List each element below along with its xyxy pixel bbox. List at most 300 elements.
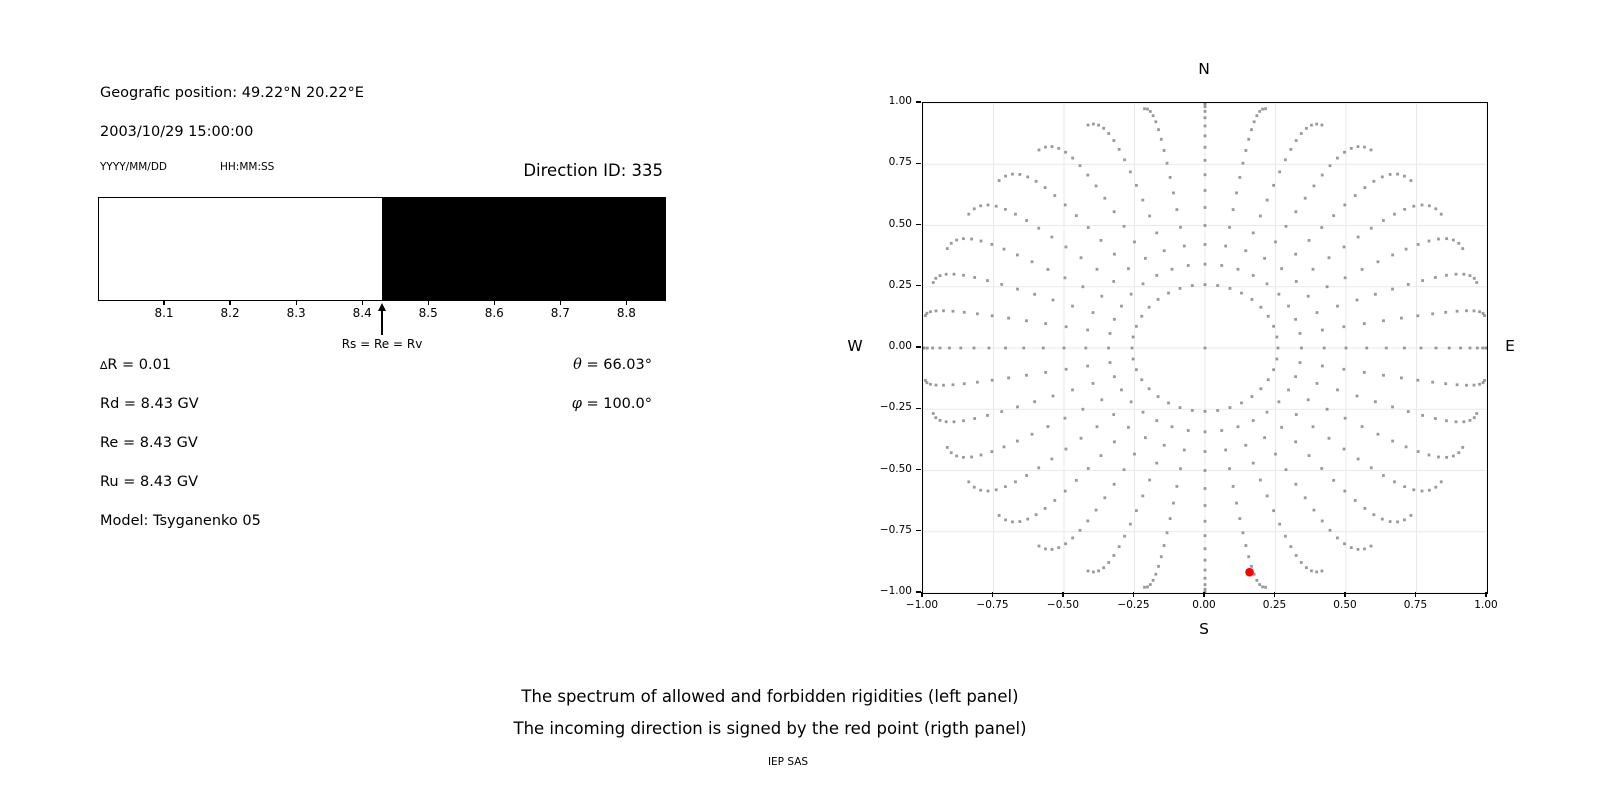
direction-dot <box>1044 322 1047 325</box>
time-format-label: HH:MM:SS <box>220 161 275 173</box>
direction-dot <box>1204 283 1207 286</box>
direction-dot <box>1018 520 1021 523</box>
caption-line-2: The incoming direction is signed by the red point (rigth panel) <box>513 719 1027 738</box>
direction-dot <box>1204 243 1207 246</box>
direction-dot <box>1420 347 1423 350</box>
direction-dot <box>1204 547 1207 550</box>
direction-dot <box>1075 214 1078 217</box>
direction-dot <box>1204 410 1207 413</box>
direction-dot <box>1409 179 1412 182</box>
direction-dot <box>1294 253 1297 256</box>
direction-dot <box>1370 545 1373 548</box>
direction-dot <box>1004 485 1007 488</box>
direction-dot <box>962 456 965 459</box>
direction-dot <box>1416 314 1419 317</box>
direction-dot <box>1044 507 1047 510</box>
direction-dot <box>1455 420 1458 423</box>
param-delta-r <box>100 357 171 373</box>
direction-dot <box>1224 245 1227 248</box>
direction-dot <box>1141 199 1144 202</box>
direction-dot <box>1280 267 1283 270</box>
direction-dot <box>1343 151 1346 154</box>
direction-dot <box>1079 164 1082 167</box>
direction-dot <box>1294 440 1297 443</box>
direction-dot <box>942 309 945 312</box>
direction-dot <box>1405 248 1408 251</box>
direction-dot <box>1434 276 1437 279</box>
direction-dot <box>1315 123 1318 126</box>
direction-dot <box>1146 585 1149 588</box>
direction-dot <box>1204 189 1207 192</box>
direction-dot <box>1421 204 1424 207</box>
direction-dot <box>1409 514 1412 517</box>
direction-dot <box>1389 173 1392 176</box>
direction-dot <box>1295 413 1298 416</box>
direction-dot <box>1287 388 1290 391</box>
direction-dot <box>939 347 942 350</box>
direction-dot <box>1157 128 1160 131</box>
direction-dot <box>1044 371 1047 374</box>
param-delta-r-value: R = 0.01 <box>107 357 172 373</box>
arrow-line <box>381 309 383 335</box>
direction-dot <box>1160 555 1163 558</box>
direction-dot <box>1123 535 1126 538</box>
direction-dot <box>973 347 976 350</box>
y-tick-label: 0.75 <box>888 156 912 169</box>
direction-dot <box>1457 451 1460 454</box>
direction-dot <box>1052 395 1055 398</box>
direction-dot <box>990 243 993 246</box>
direction-dot <box>1004 175 1007 178</box>
direction-dot <box>1118 148 1121 151</box>
direction-dot <box>934 277 937 280</box>
direction-dot <box>998 514 1001 517</box>
direction-dot <box>998 179 1001 182</box>
direction-dot <box>1179 406 1182 409</box>
x-tick-mark <box>1274 592 1275 597</box>
direction-dot <box>1361 268 1364 271</box>
direction-dot <box>1407 410 1410 413</box>
direction-dot <box>1235 192 1238 195</box>
direction-dot <box>1080 437 1083 440</box>
direction-dot <box>1305 127 1308 130</box>
y-tick-label: 0.50 <box>888 217 912 230</box>
direction-dot <box>946 247 949 250</box>
x-tick-label: −0.75 <box>976 599 1009 611</box>
direction-dot <box>1065 325 1068 328</box>
direction-dot <box>1204 450 1207 453</box>
direction-dot <box>1434 486 1437 489</box>
direction-dot <box>946 446 949 449</box>
direction-dot <box>1396 520 1399 523</box>
direction-dot <box>1149 583 1152 586</box>
direction-dot <box>1294 483 1297 486</box>
direction-dot <box>1465 309 1468 312</box>
direction-dot <box>1300 561 1303 564</box>
direction-dot <box>1130 400 1133 403</box>
direction-dot <box>1075 479 1078 482</box>
direction-dot <box>987 490 990 493</box>
direction-dot <box>1452 455 1455 458</box>
direction-dot <box>1372 180 1375 183</box>
x-tick-label: 0.75 <box>1403 599 1428 611</box>
direction-dot <box>1140 315 1143 318</box>
x-tick-label: 0.25 <box>1262 599 1287 611</box>
direction-dot <box>1123 158 1126 161</box>
x-tick-mark <box>1344 592 1345 597</box>
direction-dot <box>1478 310 1481 313</box>
rigidity-tick-label: 8.7 <box>550 306 570 320</box>
compass-west-label: W <box>847 337 863 355</box>
direction-dot <box>1444 382 1447 385</box>
direction-dot <box>1050 458 1053 461</box>
direction-dot <box>932 281 935 284</box>
direction-dot <box>1391 440 1394 443</box>
direction-dot <box>1363 507 1366 510</box>
direction-dot <box>973 276 976 279</box>
direction-dot <box>1405 445 1408 448</box>
direction-dot <box>1393 213 1396 216</box>
direction-dot <box>1403 485 1406 488</box>
direction-dot <box>1160 138 1163 141</box>
direction-dot <box>1255 579 1258 582</box>
direction-dot <box>1428 204 1431 207</box>
direction-dot <box>976 312 979 315</box>
direction-dot <box>1370 227 1373 230</box>
rigidity-spectrum-bar <box>98 197 666 301</box>
direction-dot <box>1220 429 1223 432</box>
direction-plot-x-axis <box>905 592 1498 622</box>
direction-dot <box>1084 347 1087 350</box>
direction-dot <box>1316 311 1319 314</box>
direction-dot <box>1382 219 1385 222</box>
direction-dot <box>1187 429 1190 432</box>
theta-value: = 66.03° <box>581 357 652 373</box>
direction-dot <box>962 419 965 422</box>
direction-dot <box>1260 387 1263 390</box>
rigidity-tick-mark <box>163 301 164 305</box>
direction-dot <box>973 207 976 210</box>
y-tick-mark <box>916 408 921 409</box>
direction-dot <box>1132 336 1135 339</box>
direction-dot <box>1267 378 1270 381</box>
direction-dot <box>1095 185 1098 188</box>
direction-dot <box>1459 347 1462 350</box>
compass-south-label: S <box>1199 620 1209 638</box>
direction-dot <box>1343 490 1346 493</box>
direction-dot <box>1204 173 1207 176</box>
x-tick-mark <box>1203 592 1204 597</box>
direction-dot <box>1169 517 1172 520</box>
direction-dot <box>1155 231 1158 234</box>
rigidity-tick-mark <box>494 301 495 305</box>
direction-dot <box>1308 454 1311 457</box>
direction-dot <box>1278 523 1281 526</box>
direction-dot <box>1171 268 1174 271</box>
direction-dot <box>1343 246 1346 249</box>
direction-dot <box>1240 292 1243 295</box>
direction-id-text: Direction ID: 335 <box>523 161 663 180</box>
y-tick-label: 0.25 <box>888 278 912 291</box>
direction-dot <box>1154 120 1157 123</box>
phi-symbol: φ <box>571 396 582 412</box>
direction-dot <box>1086 174 1089 177</box>
direction-dot <box>1462 420 1465 423</box>
direction-dot <box>1096 268 1099 271</box>
direction-dot <box>1300 132 1303 135</box>
direction-dot <box>1063 276 1066 279</box>
direction-dot <box>1428 454 1431 457</box>
direction-dot <box>1169 176 1172 179</box>
direction-dot <box>1155 274 1158 277</box>
direction-dot <box>1272 368 1275 371</box>
direction-dot <box>1434 417 1437 420</box>
direction-dot <box>1232 208 1235 211</box>
direction-dot <box>1343 542 1346 545</box>
direction-dot <box>1469 347 1472 350</box>
rigidity-tick-label: 8.3 <box>286 306 306 320</box>
direction-dot <box>1157 565 1160 568</box>
direction-dot <box>1381 175 1384 178</box>
direction-dot <box>952 383 955 386</box>
direction-dot <box>1259 215 1262 218</box>
direction-dot <box>1071 388 1074 391</box>
direction-dot <box>973 486 976 489</box>
direction-plot-canvas <box>923 103 1487 593</box>
direction-dot <box>1350 546 1353 549</box>
direction-dot <box>970 238 973 241</box>
direction-dot <box>1102 566 1105 569</box>
direction-dot <box>1305 566 1308 569</box>
direction-dot <box>1307 398 1310 401</box>
direction-dot <box>1123 225 1126 228</box>
theta-symbol: θ <box>573 357 582 373</box>
direction-dot <box>1412 488 1415 491</box>
direction-dot <box>1295 554 1298 557</box>
phi-value: = 100.0° <box>581 396 652 412</box>
direction-dot <box>1118 545 1121 548</box>
direction-dot <box>1086 520 1089 523</box>
direction-dot <box>1204 125 1207 128</box>
direction-dot <box>1481 347 1484 350</box>
geo-position-text: Geografic position: 49.22°N 20.22°E <box>100 85 364 101</box>
param-ru: Ru = 8.43 GV <box>100 474 199 490</box>
direction-dot <box>1031 260 1034 263</box>
x-tick-mark <box>921 592 922 597</box>
direction-dot <box>1403 175 1406 178</box>
direction-dot <box>1252 274 1255 277</box>
direction-dot <box>1444 311 1447 314</box>
direction-dot <box>1135 325 1138 328</box>
direction-dot <box>1329 164 1332 167</box>
direction-dot <box>1148 215 1151 218</box>
direction-dot <box>1216 284 1219 287</box>
direction-dot <box>1391 254 1394 257</box>
direction-dot <box>1103 197 1106 200</box>
direction-dot <box>1370 149 1373 152</box>
direction-dot <box>1266 495 1269 498</box>
direction-dot <box>1264 107 1267 110</box>
direction-dot <box>1393 480 1396 483</box>
direction-dot <box>1475 281 1478 284</box>
direction-dot <box>1357 458 1360 461</box>
direction-dot <box>948 347 951 350</box>
direction-dot <box>1044 548 1047 551</box>
direction-dot <box>987 204 990 207</box>
direction-dot <box>1016 406 1019 409</box>
direction-dot <box>1204 206 1207 209</box>
direction-dot <box>1321 174 1324 177</box>
direction-dot <box>1109 332 1112 335</box>
direction-dot <box>1127 267 1130 270</box>
direction-dot <box>1204 134 1207 137</box>
direction-dot <box>1486 347 1487 350</box>
direction-dot <box>1113 318 1116 321</box>
direction-dot <box>990 450 993 453</box>
direction-dot <box>976 381 979 384</box>
direction-dot <box>1187 264 1190 267</box>
direction-dot <box>1229 406 1232 409</box>
direction-dot <box>1112 413 1115 416</box>
direction-dot <box>1112 139 1115 142</box>
direction-dot <box>1142 411 1145 414</box>
delta-symbol: ∆ <box>100 359 108 372</box>
direction-dot <box>1396 173 1399 176</box>
direction-dot <box>1216 409 1219 412</box>
direction-dot <box>1389 520 1392 523</box>
direction-dot <box>1253 120 1256 123</box>
direction-dot <box>1112 554 1115 557</box>
direction-dot <box>1053 194 1056 197</box>
direction-dot <box>1042 347 1045 350</box>
direction-dot <box>1456 310 1459 313</box>
direction-dot <box>1400 377 1403 380</box>
direction-dot <box>1113 440 1116 443</box>
direction-dot <box>1275 358 1278 361</box>
direction-dot <box>1172 192 1175 195</box>
direction-dot <box>1183 245 1186 248</box>
direction-dot <box>1264 586 1267 589</box>
y-tick-mark <box>916 224 921 225</box>
direction-dot <box>963 382 966 385</box>
direction-dot <box>1100 295 1103 298</box>
direction-dot <box>1382 474 1385 477</box>
direction-dot <box>1310 569 1313 572</box>
direction-dot <box>1148 306 1151 309</box>
direction-dot <box>1071 305 1074 308</box>
direction-dot <box>1391 406 1394 409</box>
direction-dot <box>1086 329 1089 332</box>
direction-dot <box>1342 368 1345 371</box>
direction-dot <box>1285 225 1288 228</box>
y-tick-mark <box>916 285 921 286</box>
direction-dot <box>1107 561 1110 564</box>
direction-dot <box>1026 518 1029 521</box>
direction-dot <box>1277 347 1280 350</box>
direction-dot <box>980 240 983 243</box>
direction-dot <box>1428 489 1431 492</box>
direction-dot <box>1228 226 1231 229</box>
direction-dot <box>1462 273 1465 276</box>
x-tick-mark <box>1062 592 1063 597</box>
direction-dot <box>1129 523 1132 526</box>
direction-dot <box>1469 274 1472 277</box>
direction-dot <box>953 420 956 423</box>
direction-dot <box>1300 347 1303 350</box>
direction-dot <box>1289 545 1292 548</box>
direction-dot <box>1437 456 1440 459</box>
direction-dot <box>1065 448 1068 451</box>
direction-dot <box>955 239 958 242</box>
direction-dot <box>1065 368 1068 371</box>
direction-dot <box>1063 347 1066 350</box>
direction-dot <box>1251 298 1254 301</box>
y-tick-label: 0.00 <box>888 340 912 352</box>
direction-dot <box>1240 402 1243 405</box>
direction-dot <box>1247 138 1250 141</box>
direction-dot <box>1251 395 1254 398</box>
direction-dot <box>1183 449 1186 452</box>
direction-dot <box>1267 315 1270 318</box>
direction-dot <box>1113 253 1116 256</box>
direction-dot <box>1033 400 1036 403</box>
direction-dot <box>1363 371 1366 374</box>
direction-dot <box>1071 537 1074 540</box>
direction-dot <box>1272 509 1275 512</box>
direction-dot <box>1321 570 1324 573</box>
direction-dot <box>1081 408 1084 411</box>
direction-dot <box>1025 474 1028 477</box>
direction-dot <box>1421 490 1424 493</box>
direction-dot <box>1127 426 1130 429</box>
direction-dot <box>1166 531 1169 534</box>
direction-dot <box>1475 412 1478 415</box>
direction-dot <box>963 311 966 314</box>
direction-dot <box>1277 293 1280 296</box>
direction-dot <box>1131 347 1134 350</box>
direction-dot <box>1261 585 1264 588</box>
direction-dot <box>1435 347 1438 350</box>
direction-dot <box>1000 283 1003 286</box>
direction-dot <box>1250 565 1253 568</box>
direction-dot <box>1289 148 1292 151</box>
caption-line-1: The spectrum of allowed and forbidden rigidities (left panel) <box>521 687 1019 706</box>
direction-dot <box>935 384 938 387</box>
direction-dot <box>1299 361 1302 364</box>
direction-dot <box>1057 546 1060 549</box>
param-rd: Rd = 8.43 GV <box>100 396 199 412</box>
direction-dot <box>1204 224 1207 227</box>
direction-dot <box>1057 147 1060 150</box>
direction-dot <box>1204 263 1207 266</box>
direction-dot <box>1100 239 1103 242</box>
direction-dot <box>1247 555 1250 558</box>
x-tick-mark <box>1133 592 1134 597</box>
direction-dot <box>1343 448 1346 451</box>
direction-dot <box>1278 170 1281 173</box>
direction-dot <box>1431 312 1434 315</box>
direction-dot <box>926 347 929 350</box>
direction-dot <box>1163 249 1166 252</box>
direction-dot <box>1469 419 1472 422</box>
direction-dot <box>1129 170 1132 173</box>
direction-dot <box>934 416 937 419</box>
direction-dot <box>1191 409 1194 412</box>
direction-dot <box>1343 204 1346 207</box>
direction-dot <box>1237 425 1240 428</box>
direction-dot <box>1204 588 1207 591</box>
direction-dot <box>1363 322 1366 325</box>
